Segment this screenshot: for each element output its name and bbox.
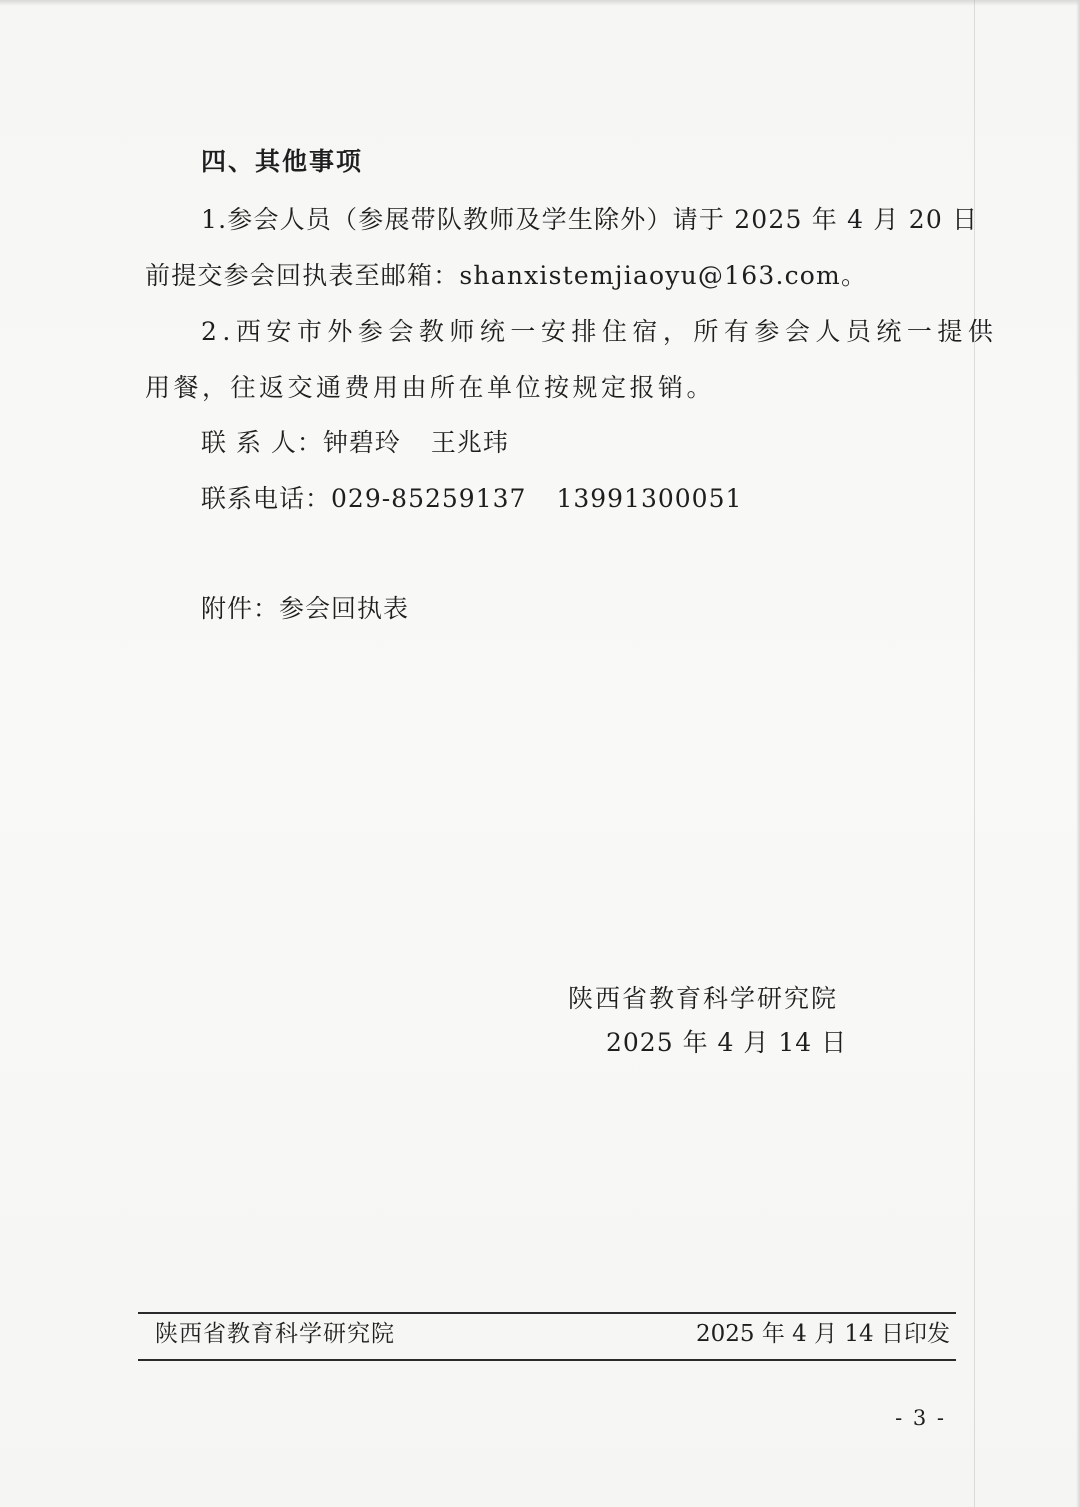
phone-line (201, 483, 742, 515)
phone-number-1: 029-85259137 (331, 484, 527, 513)
footer-rule-bottom (138, 1359, 956, 1361)
phone-label: 联系电话： (201, 484, 332, 513)
contact-name-2: 王兆玮 (430, 428, 509, 457)
section-heading: 四、其他事项 (201, 147, 364, 176)
signature-organization: 陕西省教育科学研究院 (568, 984, 839, 1013)
footer-issue-date: 2025 年 4 月 14 日印发 (696, 1321, 950, 1347)
attachment-line (201, 593, 409, 625)
item-1-line-1: 1.参会人员（参展带队教师及学生除外）请于 2025 年 4 月 20 日 (201, 205, 979, 234)
attachment-label: 附件： (201, 594, 280, 623)
scan-edge-right (1076, 0, 1080, 1507)
footer-rule-top (138, 1312, 956, 1314)
phone-number-2: 13991300051 (556, 484, 743, 513)
signature-date: 2025 年 4 月 14 日 (606, 1028, 848, 1057)
attachment-value: 参会回执表 (279, 594, 410, 623)
page-number: - 3 - (895, 1406, 946, 1430)
contact-label: 联 系 人： (201, 428, 323, 457)
item-1-line-2: 前提交参会回执表至邮箱：shanxistemjiaoyu@163.com。 (145, 261, 868, 290)
item-2-line-1: 2.西安市外参会教师统一安排住宿，所有参会人员统一提供 (201, 317, 999, 346)
scan-edge-top (0, 0, 1080, 6)
contact-name-1: 钟碧玲 (322, 428, 401, 457)
item-2-line-2: 用餐，往返交通费用由所在单位按规定报销。 (145, 373, 716, 402)
contact-line (201, 427, 509, 459)
footer-issuer: 陕西省教育科学研究院 (155, 1321, 395, 1347)
